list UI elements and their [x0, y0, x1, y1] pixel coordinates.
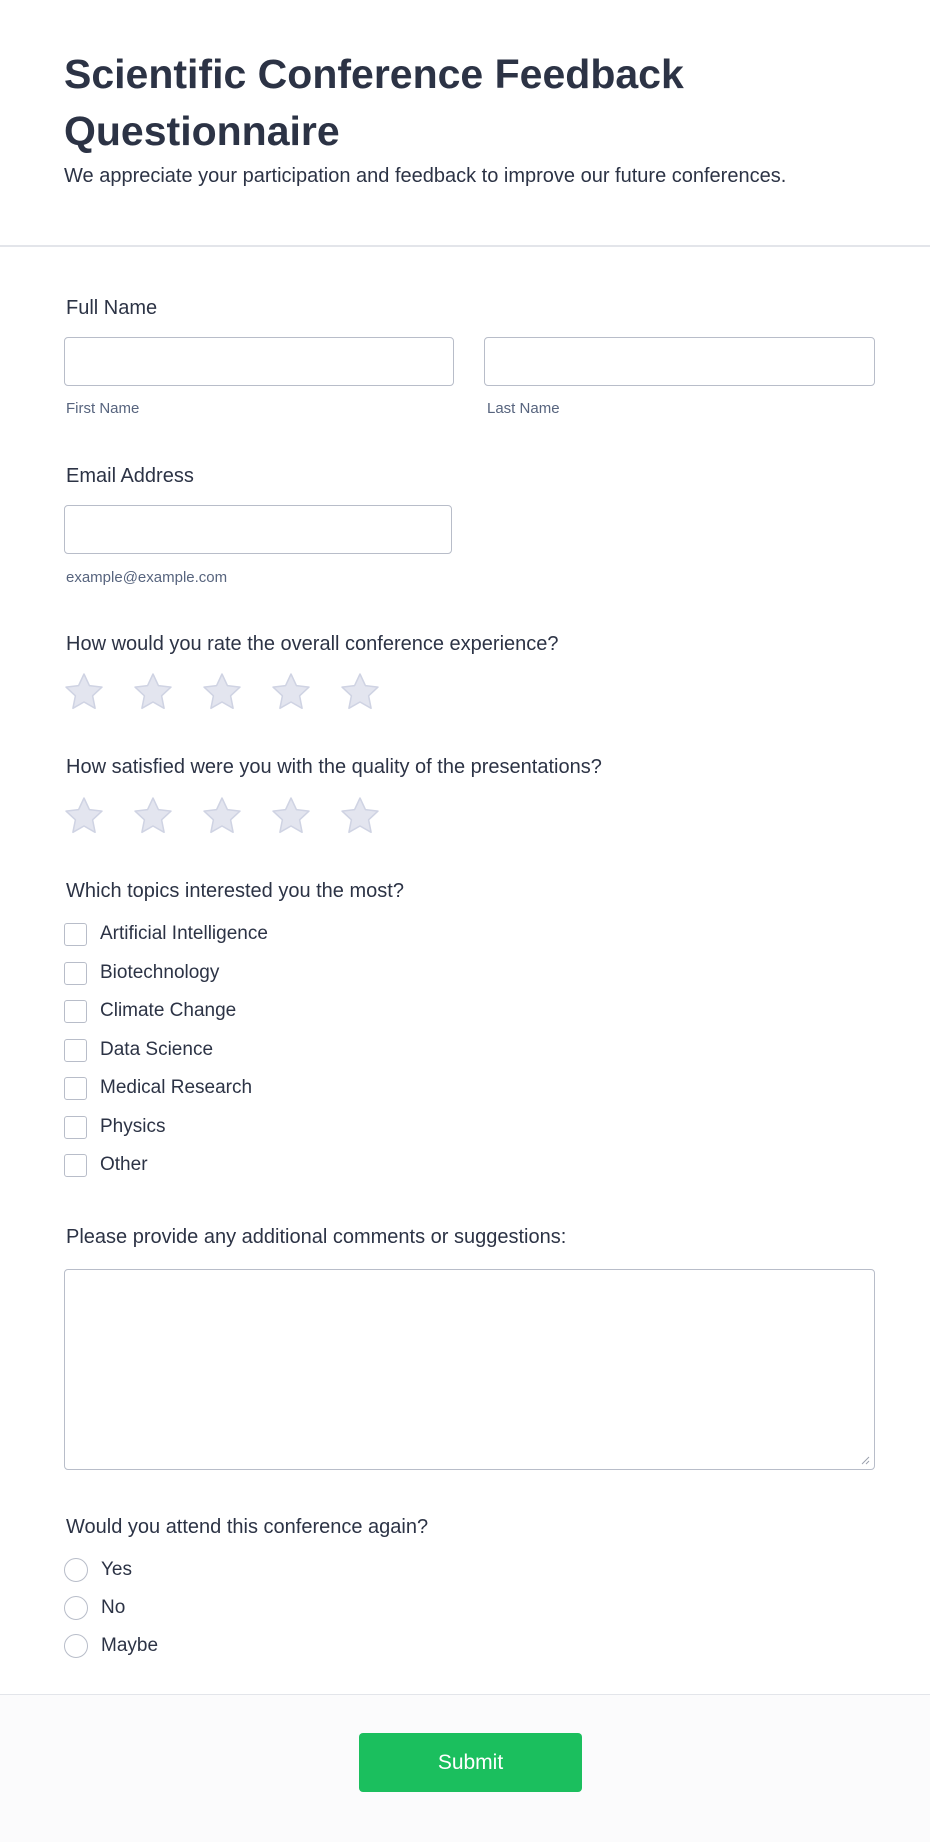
radio-icon[interactable]: [64, 1558, 88, 1582]
attend-again-label: Would you attend this conference again?: [66, 1516, 429, 1538]
star-icon[interactable]: [269, 671, 313, 715]
option-label: Maybe: [101, 1635, 159, 1656]
email-input[interactable]: [64, 505, 452, 554]
last-name-sublabel: Last Name: [487, 400, 560, 417]
topics-label: Which topics interested you the most?: [66, 880, 404, 902]
option-label: Climate Change: [100, 1000, 237, 1021]
full-name-label: Full Name: [66, 297, 158, 319]
first-name-sublabel: First Name: [66, 400, 140, 417]
option-label: Other: [100, 1154, 148, 1175]
star-icon[interactable]: [269, 795, 313, 839]
email-sublabel: example@example.com: [66, 569, 228, 586]
attend-option-yes[interactable]: [64, 1557, 132, 1583]
checkbox-icon[interactable]: [64, 1154, 87, 1177]
checkbox-icon[interactable]: [64, 1077, 87, 1100]
last-name-input[interactable]: [484, 337, 875, 386]
first-name-input[interactable]: [64, 337, 454, 386]
comments-textarea[interactable]: [64, 1269, 875, 1470]
radio-icon[interactable]: [64, 1596, 88, 1620]
topic-option-other[interactable]: [64, 1152, 148, 1178]
submit-button[interactable]: Submit: [359, 1733, 582, 1792]
resize-grip-icon[interactable]: [861, 1456, 870, 1465]
checkbox-icon[interactable]: [64, 923, 87, 946]
star-icon[interactable]: [338, 795, 382, 839]
option-label: Biotechnology: [100, 962, 220, 983]
topic-option-data-science[interactable]: [64, 1037, 213, 1063]
star-icon[interactable]: [200, 671, 244, 715]
topic-option-biotechnology[interactable]: [64, 960, 219, 986]
checkbox-icon[interactable]: [64, 1039, 87, 1062]
star-icon[interactable]: [200, 795, 244, 839]
email-label: Email Address: [66, 465, 194, 487]
checkbox-icon[interactable]: [64, 1000, 87, 1023]
rating-overall-label: How would you rate the overall conference experience?: [66, 633, 559, 655]
topic-option-medical-research[interactable]: [64, 1075, 252, 1101]
topic-option-climate-change[interactable]: [64, 998, 236, 1024]
option-label: Physics: [100, 1116, 166, 1137]
comments-label: Please provide any additional comments or suggestions:: [66, 1226, 567, 1248]
option-label: Artificial Intelligence: [100, 923, 268, 944]
star-icon[interactable]: [62, 671, 106, 715]
radio-icon[interactable]: [64, 1634, 88, 1658]
form-header: [0, 0, 930, 247]
star-icon[interactable]: [131, 671, 175, 715]
star-icon[interactable]: [338, 671, 382, 715]
page-subtitle: We appreciate your participation and feedback to improve our future conferences.: [64, 165, 787, 187]
rating-presentations-label: How satisfied were you with the quality of the presentations?: [66, 756, 602, 778]
rating-presentations-stars: [62, 795, 382, 839]
option-label: Yes: [101, 1559, 132, 1580]
star-icon[interactable]: [131, 795, 175, 839]
star-icon[interactable]: [62, 795, 106, 839]
topic-option-physics[interactable]: [64, 1114, 165, 1140]
attend-option-no[interactable]: [64, 1595, 125, 1621]
attend-option-maybe[interactable]: [64, 1633, 158, 1659]
option-label: No: [101, 1597, 126, 1618]
page-title: Scientific Conference Feedback Questionnaire: [64, 51, 684, 154]
option-label: Data Science: [100, 1039, 214, 1060]
checkbox-icon[interactable]: [64, 962, 87, 985]
checkbox-icon[interactable]: [64, 1116, 87, 1139]
option-label: Medical Research: [100, 1077, 253, 1098]
rating-overall-stars: [62, 671, 382, 715]
topic-option-artificial-intelligence[interactable]: [64, 921, 268, 947]
